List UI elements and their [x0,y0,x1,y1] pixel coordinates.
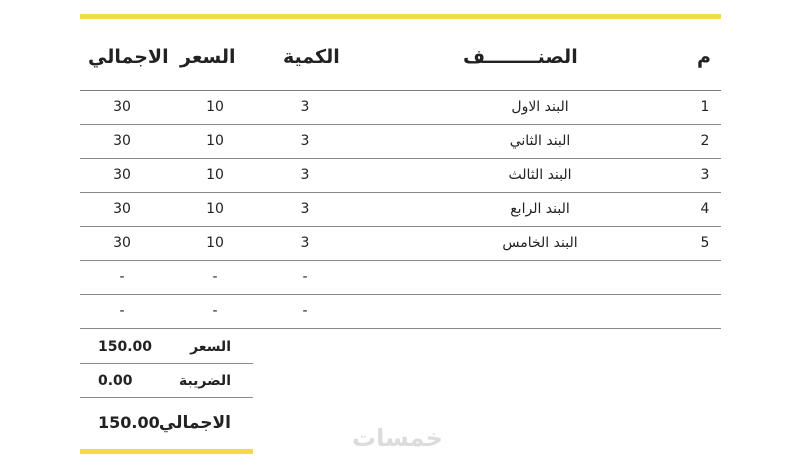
header-total: الاجمالي [88,46,169,68]
row-number: 2 [700,133,710,149]
table-row [80,91,721,125]
table-row [80,261,721,295]
row-price: 10 [206,99,224,115]
table-row [80,159,721,193]
row-item: البند الاول [511,99,569,115]
row-quantity: - [302,303,308,319]
top-accent-rule [80,14,721,19]
row-item: البند الثالث [508,167,572,183]
row-price: 10 [206,167,224,183]
row-quantity: 3 [300,235,310,251]
row-number: 4 [700,201,710,217]
table-header [80,40,721,74]
grand-total-label: الاجمالي [158,413,231,433]
row-number: 5 [700,235,710,251]
table-row [80,295,721,329]
row-total: 30 [113,201,131,217]
row-item: البند الرابع [510,201,570,217]
table-row [80,227,721,261]
tax-row [80,365,253,398]
row-quantity: 3 [300,201,310,217]
row-price: 10 [206,133,224,149]
row-price: 10 [206,235,224,251]
subtotal-label: السعر [190,339,231,355]
table-row [80,125,721,159]
row-item: البند الثاني [509,133,571,149]
subtotal-row [80,331,253,364]
row-price: - [212,269,218,285]
row-number: 1 [700,99,710,115]
row-number: 3 [700,167,710,183]
row-price: 10 [206,201,224,217]
row-total: 30 [113,133,131,149]
watermark-logo: خمسات [352,424,443,452]
header-quantity: الكمية [283,46,340,68]
grand-total-value: 150.00 [98,413,160,432]
row-total: 30 [113,167,131,183]
header-item: الصنــــــــف [463,46,578,68]
tax-value: 0.00 [98,373,133,389]
row-item: البند الخامس [502,235,578,251]
row-quantity: 3 [300,99,310,115]
row-quantity: 3 [300,167,310,183]
row-total: - [119,303,125,319]
row-total: 30 [113,235,131,251]
row-quantity: - [302,269,308,285]
tax-label: الضريبة [178,373,231,389]
grand-total-row [80,400,253,446]
bottom-accent-rule [80,449,253,454]
table-row [80,193,721,227]
row-quantity: 3 [300,133,310,149]
header-number: م [697,46,711,68]
header-price: السعر [180,46,236,68]
row-price: - [212,303,218,319]
row-total: 30 [113,99,131,115]
subtotal-value: 150.00 [98,339,153,355]
row-total: - [119,269,125,285]
